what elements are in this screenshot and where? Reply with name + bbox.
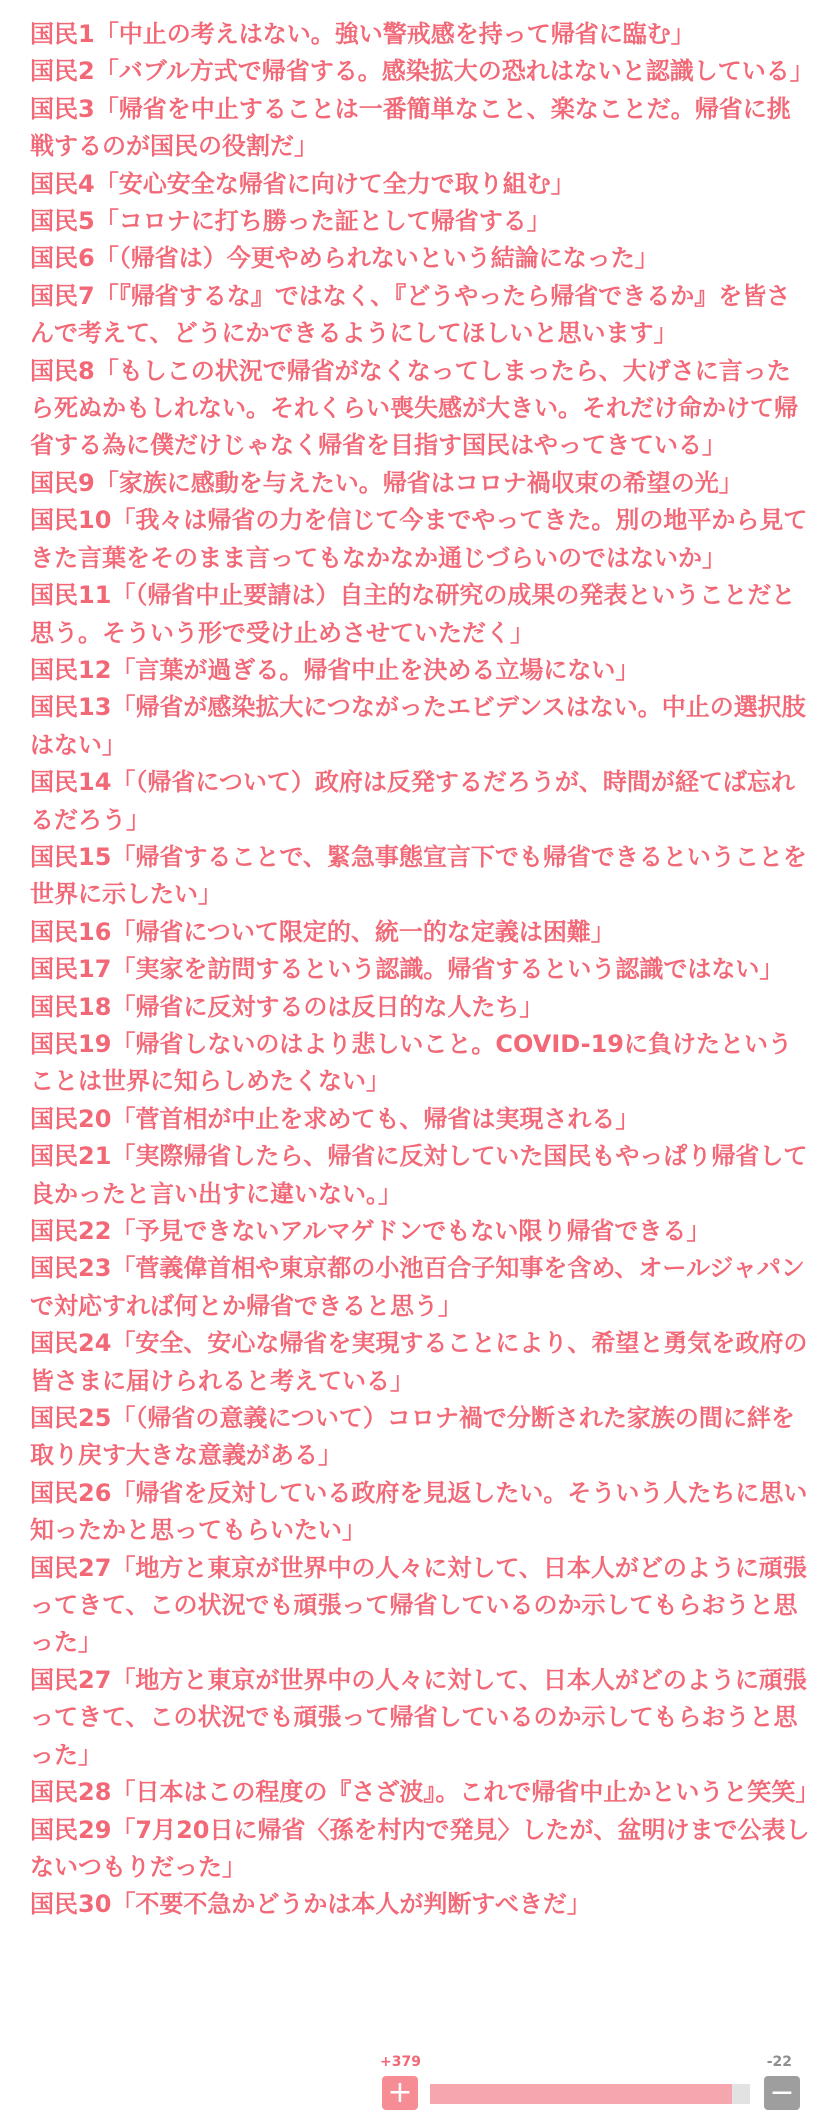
- quote-item: 国民8「もしこの状況で帰省がなくなってしまったら、大げさに言ったら死ぬかもしれない。それくらい喪失感が大きい。それだけ命かけて帰省する為に僕だけじゃなく帰省を目指す国民はやってきている」: [30, 356, 798, 460]
- quote-item: 国民17「実家を訪問するという認識。帰省するという認識ではない」: [30, 955, 784, 984]
- minus-vote-count: -22: [766, 2054, 792, 2070]
- plus-vote-count: +379: [380, 2054, 421, 2070]
- quote-item: 国民1「中止の考えはない。強い警戒感を持って帰省に臨む」: [30, 20, 695, 48]
- quote-item: 国民20「菅首相が中止を求めても、帰省は実現される」: [30, 1104, 640, 1133]
- quote-item: 国民18「帰省に反対するのは反日的な人たち」: [30, 992, 544, 1021]
- quote-item: 国民27「地方と東京が世界中の人々に対して、日本人がどのように頑張ってきて、この状況でも頑張って帰省しているのか示してもらおうと思った」: [30, 1665, 807, 1769]
- plus-icon: +: [387, 2075, 413, 2110]
- quote-item: 国民2「バブル方式で帰省する。感染拡大の恐れはないと認識している」: [30, 57, 814, 86]
- vote-ratio-bar: [430, 2084, 750, 2104]
- quote-item: 国民24「安全、安心な帰省を実現することにより、希望と勇気を政府の皆さまに届けられると考えている」: [30, 1329, 808, 1395]
- quote-item: 国民29「7月20日に帰省〈孫を村内で発見〉したが、盆明けまで公表しないつもりだった」: [30, 1815, 810, 1881]
- quote-item: 国民19「帰省しないのはより悲しいこと。COVID-19に負けたということは世界に知らしめたくない」: [30, 1029, 792, 1096]
- quote-item: 国民30「不要不急かどうかは本人が判断すべきだ」: [30, 1890, 591, 1919]
- quote-item: 国民12「言葉が過ぎる。帰省中止を決める立場にない」: [30, 655, 640, 684]
- quote-item: 国民23「菅義偉首相や東京都の小池百合子知事を含め、オールジャパンで対応すれば何とか帰省できると思う」: [30, 1254, 805, 1320]
- quote-item: 国民4「安心安全な帰省に向けて全力で取り組む」: [30, 169, 575, 198]
- quote-item: 国民28「日本はこの程度の『さざ波』。これで帰省中止かというと笑笑」: [30, 1778, 820, 1807]
- quote-item: 国民3「帰省を中止することは一番簡単なこと、楽なことだ。帰省に挑戦するのが国民の役割だ」: [30, 94, 791, 161]
- minus-icon: −: [769, 2075, 795, 2110]
- quote-item: 国民25「（帰省の意義について）コロナ禍で分断された家族の間に絆を取り戻す大きな意義がある」: [30, 1404, 795, 1470]
- quote-item: 国民9「家族に感動を与えたい。帰省はコロナ禍収束の希望の光」: [30, 468, 743, 497]
- vote-widget: [380, 2054, 800, 2114]
- quote-item: 国民27「地方と東京が世界中の人々に対して、日本人がどのように頑張ってきて、この状況でも頑張って帰省しているのか示してもらおうと思った」: [30, 1553, 807, 1657]
- quote-item: 国民22「予見できないアルマゲドンでもない限り帰省できる」: [30, 1217, 711, 1245]
- quote-list: [30, 16, 820, 1924]
- quote-item: 国民13「帰省が感染拡大につながったエビデンスはない。中止の選択肢はない」: [30, 693, 806, 759]
- quote-item: 国民7「『帰省するな』ではなく、『どうやったら帰省できるか』を皆さんで考えて、どうにかできるようにしてほしいと思います」: [30, 281, 791, 348]
- quote-item: 国民14「（帰省について）政府は反発するだろうが、時間が経てば忘れるだろう」: [30, 768, 795, 834]
- vote-ratio-fill: [430, 2084, 732, 2104]
- quote-item: 国民26「帰省を反対している政府を見返したい。そういう人たちに思い知ったかと思ってもらいたい」: [30, 1478, 808, 1545]
- quote-item: 国民6「（帰省は）今更やめられないという結論になった」: [30, 244, 659, 273]
- quote-item: 国民10「我々は帰省の力を信じて今までやってきた。別の地平から見てきた言葉をそのまま言ってもなかなか通じづらいのではないか」: [30, 506, 808, 572]
- upvote-button[interactable]: [382, 2076, 418, 2110]
- quote-item: 国民11「（帰省中止要請は）自主的な研究の成果の発表ということだと思う。そういう形で受け止めさせていただく」: [30, 581, 796, 647]
- quote-item: 国民15「帰省することで、緊急事態宣言下でも帰省できるということを世界に示したい」: [30, 842, 807, 909]
- quote-item: 国民5「コロナに打ち勝った証として帰省する」: [30, 207, 551, 236]
- quote-item: 国民16「帰省について限定的、統一的な定義は困難」: [30, 917, 615, 946]
- downvote-button[interactable]: [764, 2076, 800, 2110]
- quote-item: 国民21「実際帰省したら、帰省に反対していた国民もやっぱり帰省して良かったと言い出すに違いない。」: [30, 1142, 808, 1208]
